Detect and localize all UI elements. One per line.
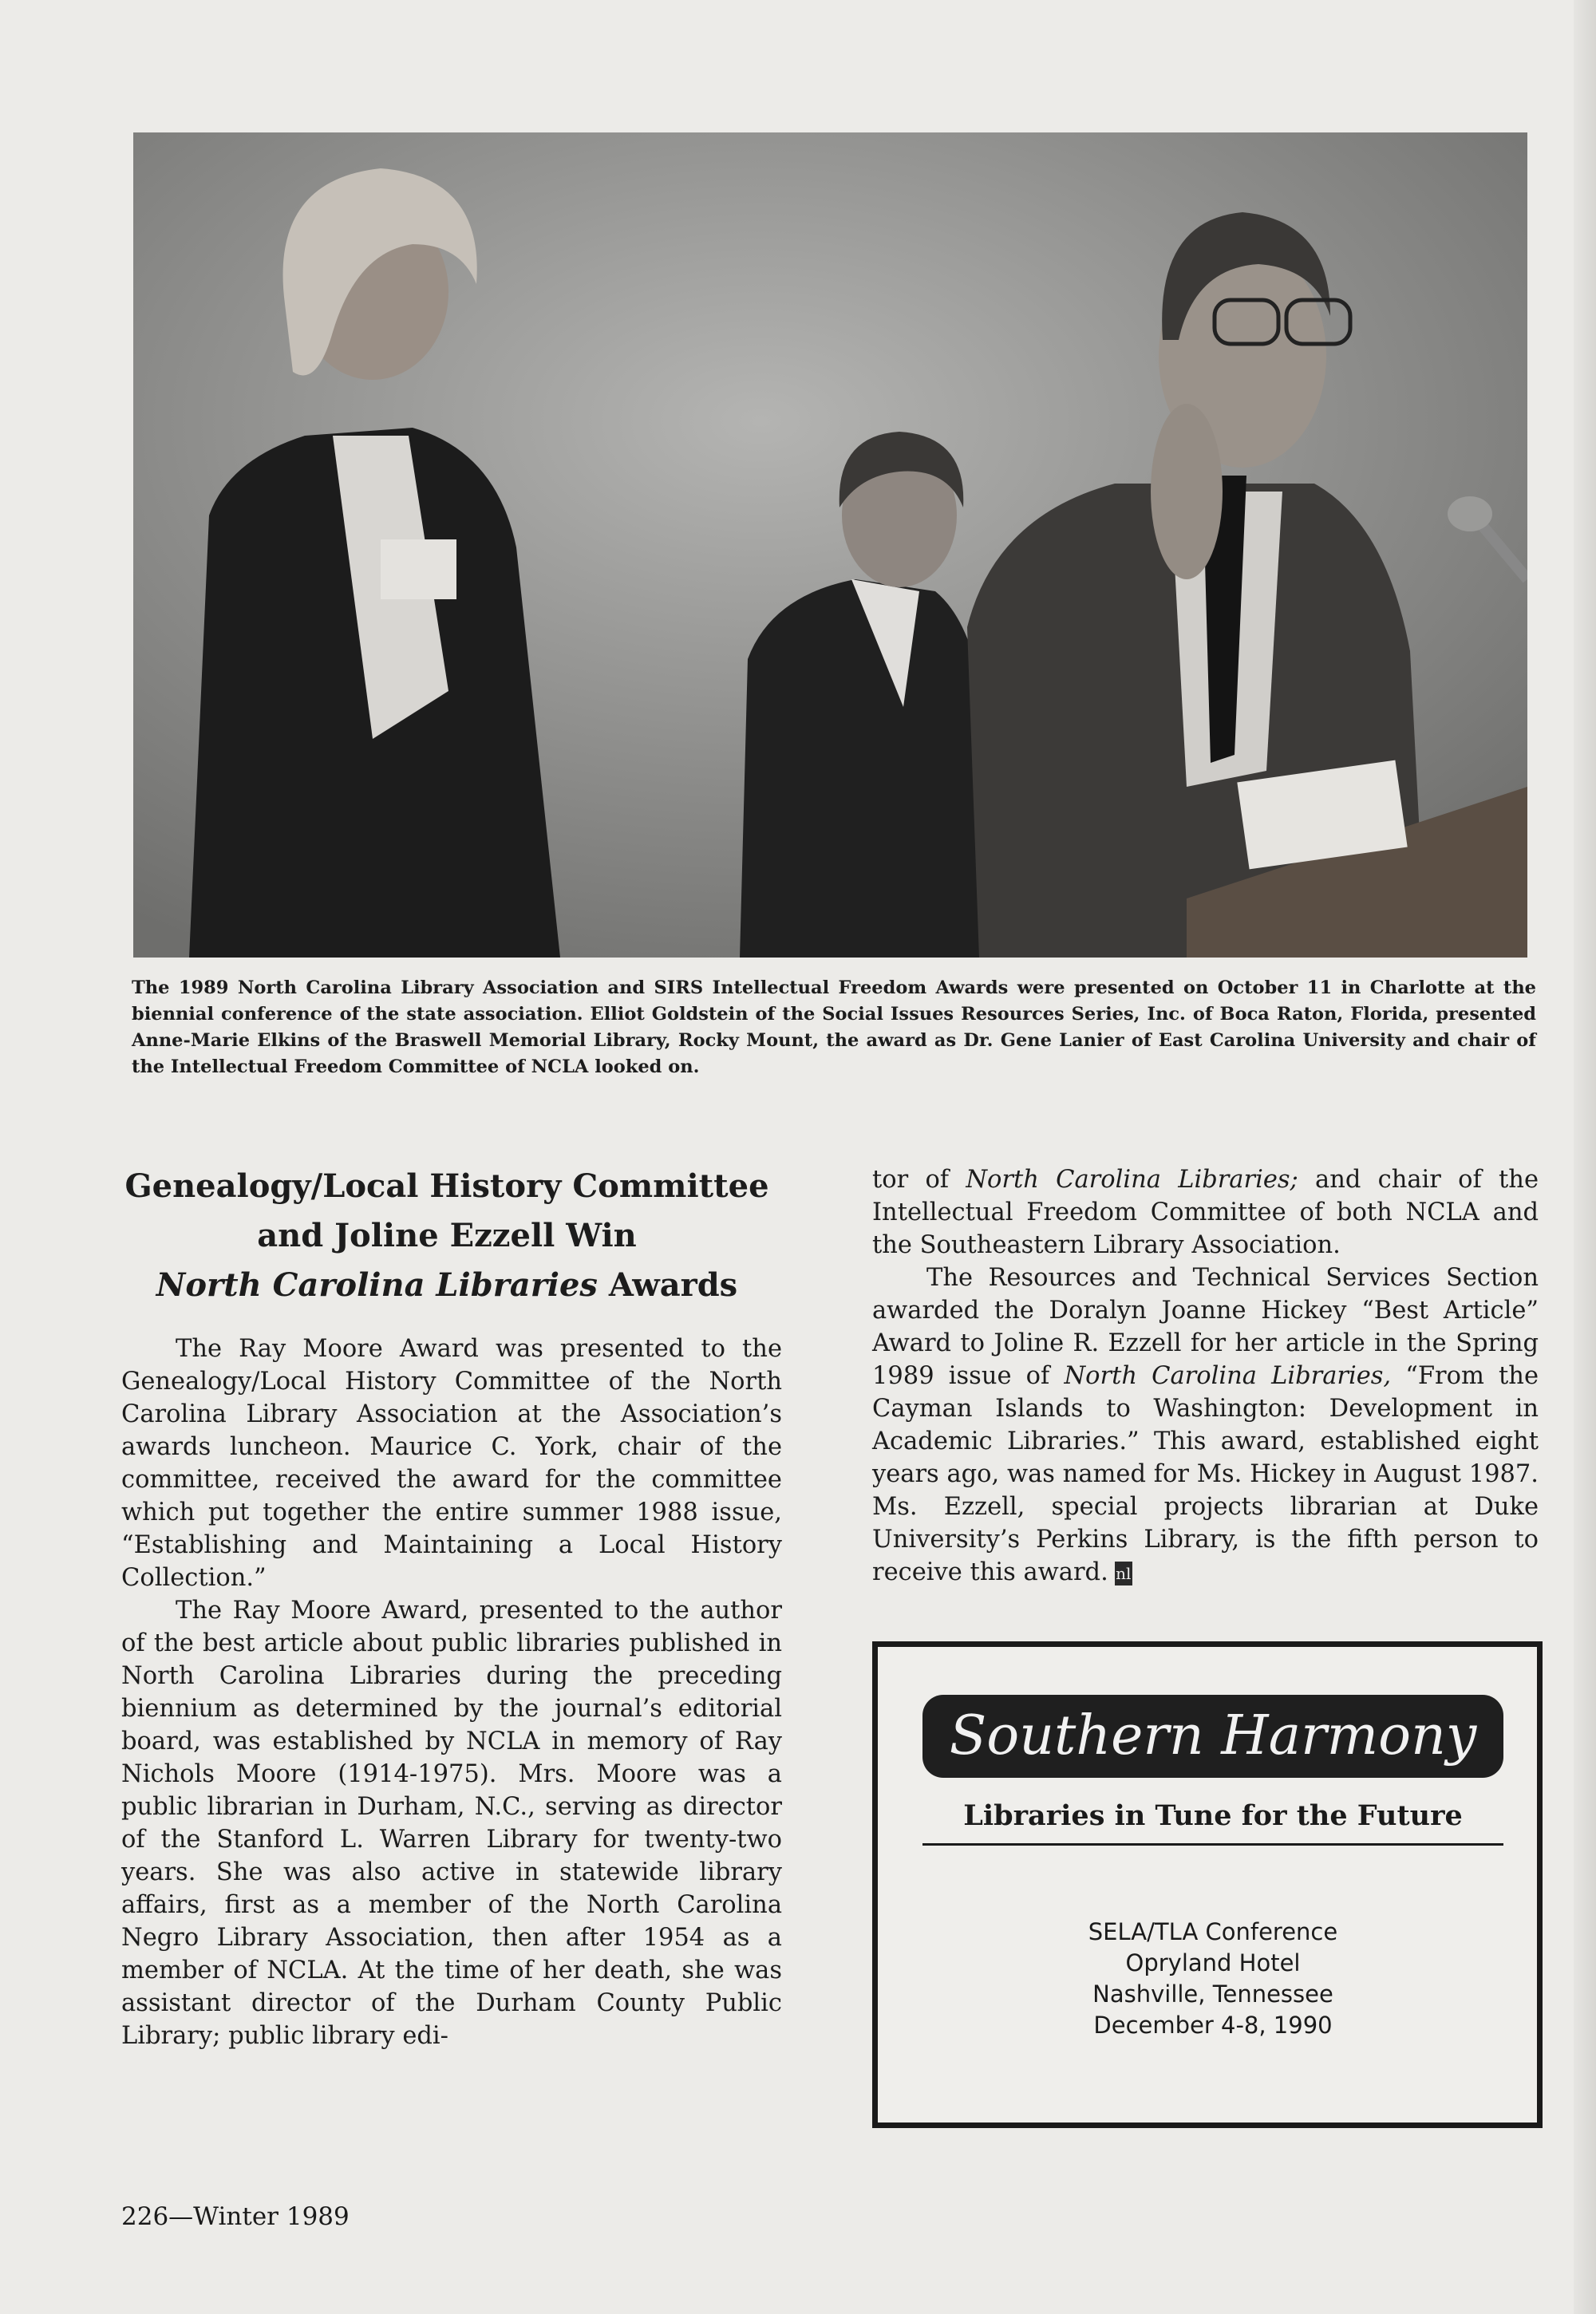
right-p1-a: tor of xyxy=(872,1166,966,1194)
left-paragraph-1: The Ray Moore Award was presented to the Genealogy/Local History Committee of the North Carolina Library Association at the Association’s awards luncheon. Maurice C. York, chair of the committee, received the award for the committee which put together the entire summer 1988 issue, “Establishing and Maintaining a Local History Collection.” xyxy=(121,1335,782,1592)
ad-detail-city: Nashville, Tennessee xyxy=(1092,1980,1333,2008)
headline-line-1: Genealogy/Local History Committee xyxy=(124,1167,769,1205)
award-photo xyxy=(133,132,1527,958)
right-p2-b: “From the Cayman Islands to Washington: Development in Academic Libraries.” This award, established eight years ago, was named for Ms. Hickey in August 1987. Ms. Ezzell, special projects librarian at Duke University’s Perkins Library, is the fifth person to receive this award. xyxy=(872,1362,1539,1586)
right-p1-italic: North Carolina Libraries; xyxy=(966,1166,1298,1194)
photo-caption: The 1989 North Carolina Library Association and SIRS Intellectual Freedom Awards were presented on October 11 in Charlotte at the biennial conference of the state association. Elliot Goldstein of the Social Issues Resources Series, Inc. of Boca Raton, Florida, presented Anne-Marie Elkins of the Braswell Memorial Library, Rocky Mount, the award as Dr. Gene Lanier of East Carolina University and chair of the Intellectual Freedom Committee of NCLA looked on. xyxy=(132,977,1536,1077)
right-p1-b: and chair of the Intellectual Freedom Committee of both NCLA and the Southeastern Library Association. xyxy=(872,1166,1539,1259)
left-column xyxy=(121,1333,782,2052)
headline-rest: Awards xyxy=(597,1266,738,1304)
ad-details xyxy=(922,1917,1503,2041)
left-paragraph-2: The Ray Moore Award, presented to the author of the best article about public libraries published in North Carolina Libraries during the preceding biennium as determined by the journal’s editorial board, was established by NCLA in memory of Ray Nichols Moore (1914-1975). Mrs. Moore was a public librarian in Durham, N.C., serving as director of the Stanford L. Warren Library for twenty-two years. She was also active in statewide library affairs, first as a member of the North Carolina Negro Library Association, then after 1954 as a member of NCLA. At the time of her death, she was assistant director of the Durham County Public Library; public library edi- xyxy=(121,1597,782,2050)
end-mark-icon: nl xyxy=(1115,1562,1132,1585)
conference-ad xyxy=(872,1641,1543,2128)
right-p2-a: The Resources and Technical Services Section awarded the Doralyn Joanne Hickey “Best Article” Award to Joline R. Ezzell for her article in the Spring 1989 issue of xyxy=(872,1264,1539,1390)
headline-line-3 xyxy=(112,1261,782,1310)
right-column xyxy=(872,1163,1539,1589)
ad-detail-conference: SELA/TLA Conference xyxy=(1088,1918,1338,1945)
right-paragraph-2 xyxy=(872,1262,1539,1589)
ad-banner: Southern Harmony xyxy=(922,1695,1503,1778)
ad-detail-venue: Opryland Hotel xyxy=(1125,1949,1301,1976)
page-footer: 226—Winter 1989 xyxy=(121,2202,350,2231)
page-edge xyxy=(1574,0,1596,2314)
article-headline xyxy=(112,1162,782,1310)
right-p2-italic: North Carolina Libraries, xyxy=(1064,1362,1392,1390)
headline-line-2: and Joline Ezzell Win xyxy=(257,1217,637,1254)
right-paragraph-1 xyxy=(872,1163,1539,1262)
ad-tagline: Libraries in Tune for the Future xyxy=(963,1799,1463,1832)
ad-divider xyxy=(922,1843,1503,1846)
photo-icon xyxy=(133,132,1527,958)
headline-italic: North Carolina Libraries xyxy=(156,1266,598,1304)
ad-detail-dates: December 4-8, 1990 xyxy=(1093,2012,1333,2039)
